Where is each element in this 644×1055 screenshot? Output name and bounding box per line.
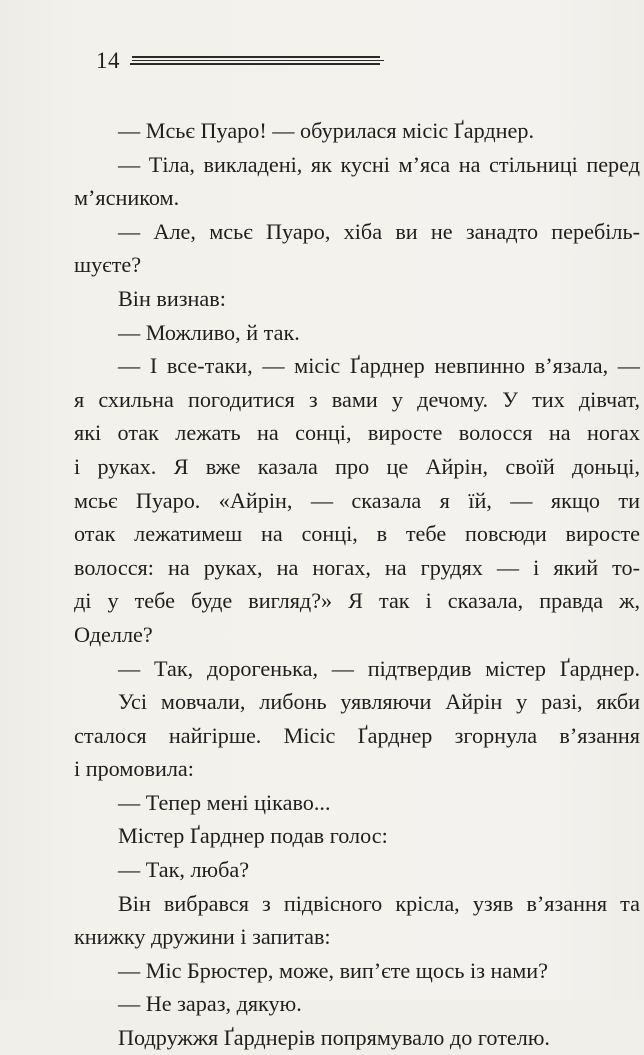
text-line: і руках. Я вже казала про це Айрін, своїй доньці, bbox=[74, 453, 640, 479]
text-line: — Так, люба? bbox=[118, 857, 250, 883]
body-text bbox=[74, 114, 640, 1055]
text-line: — Не зараз, дякую. bbox=[118, 991, 302, 1017]
text-line: і промовила: bbox=[74, 756, 194, 782]
page-number: 14 bbox=[96, 48, 120, 73]
text-line: — Можливо, й так. bbox=[118, 319, 300, 345]
text-line: Подружжя Ґарднерів попрямувало до готелю. bbox=[118, 1025, 550, 1051]
text-line: шуєте? bbox=[74, 252, 142, 278]
text-line: — Так, дорогенька, — підтвердив містер Ґарднер. bbox=[118, 655, 640, 681]
text-line: — Мсьє Пуаро! — обурилася місіс Ґарднер. bbox=[118, 118, 535, 143]
header-rule bbox=[130, 63, 380, 65]
text-line: Він вибрався з підвісного крісла, узяв в’язання та bbox=[118, 890, 640, 916]
text-line: Він визнав: bbox=[118, 285, 226, 311]
text-line: Оделле? bbox=[74, 621, 153, 647]
text-line: книжку дружини і запитав: bbox=[74, 924, 331, 950]
text-line: — Міс Брюстер, може, вип’єте щось із нами? bbox=[118, 957, 549, 983]
page-header bbox=[96, 46, 396, 76]
text-line: мсьє Пуаро. «Айрін, — сказала я їй, — якщо ти bbox=[74, 487, 640, 513]
text-line: сталося найгірше. Місіс Ґарднер згорнула в’язання bbox=[74, 722, 640, 748]
text-line: — Але, мсьє Пуаро, хіба ви не занадто перебіль- bbox=[118, 218, 640, 244]
text-line: я схильна погодитися з вами у дечому. У тих дівчат, bbox=[74, 386, 640, 412]
text-line: Усі мовчали, либонь уявляючи Айрін у разі, якби bbox=[118, 689, 640, 715]
text-line: — Тіла, викладені, як кусні м’яса на стільниці перед bbox=[118, 151, 640, 177]
text-line: — І все-таки, — місіс Ґарднер невпинно в’язала, — bbox=[118, 353, 640, 379]
text-line: Містер Ґарднер подав голос: bbox=[118, 823, 388, 849]
text-line: які отак лежать на сонці, виросте волосся на ногах bbox=[74, 420, 640, 446]
header-rule bbox=[132, 60, 384, 61]
text-line: отак лежатимеш на сонці, в тебе повсюди виросте bbox=[74, 521, 640, 547]
text-line: ді у тебе буде вигляд?» Я так і сказала, правда ж, bbox=[74, 588, 640, 614]
text-line: м’ясником. bbox=[74, 185, 180, 211]
text-line: волосся: на руках, на ногах, на грудях — і який то- bbox=[74, 554, 640, 580]
text-line: — Тепер мені цікаво... bbox=[118, 789, 331, 815]
header-rule bbox=[132, 56, 380, 58]
